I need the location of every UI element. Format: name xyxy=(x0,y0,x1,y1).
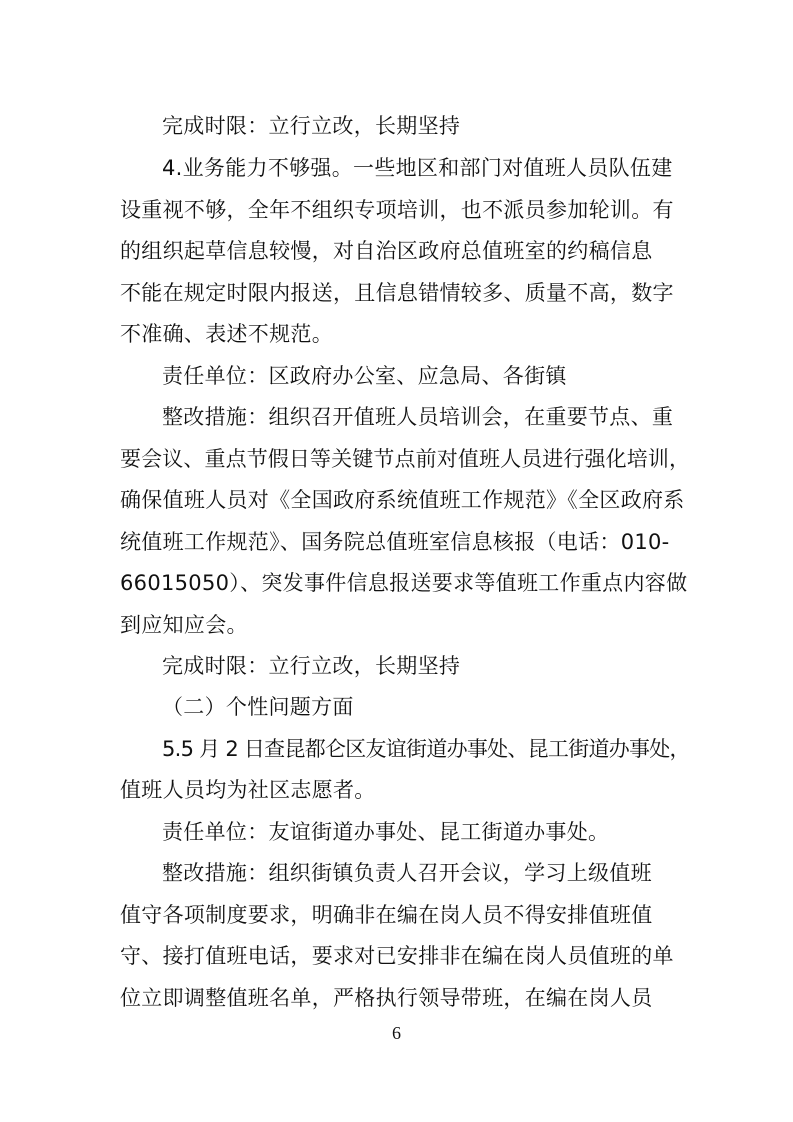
text-line: 设重视不够，全年不组织专项培训，也不派员参加轮训。有 xyxy=(120,198,674,222)
text-line: 位立即调整值班名单，严格执行领导带班，在编在岗人员 xyxy=(120,986,653,1010)
text-line: 要会议、重点节假日等关键节点前对值班人员进行强化培训， xyxy=(120,447,691,471)
text-line: 整改措施：组织召开值班人员培训会，在重要节点、重 xyxy=(162,405,674,429)
text-line: 66015050）、突发事件信息报送要求等值班工作重点内容做 xyxy=(120,571,688,595)
text-line: 完成时限：立行立改，长期坚持 xyxy=(162,654,461,678)
text-line: 守、接打值班电话，要求对已安排非在编在岗人员值班的单 xyxy=(120,944,674,968)
text-line: 统值班工作规范》、国务院总值班室信息核报（电话：010- xyxy=(120,530,670,554)
text-line: 到应知应会。 xyxy=(120,613,248,637)
text-line: 5.5 月 2 日查昆都仑区友谊街道办事处、昆工街道办事处， xyxy=(162,737,690,761)
text-line: 完成时限：立行立改，长期坚持 xyxy=(162,114,461,138)
text-line: 的组织起草信息较慢，对自治区政府总值班室的约稿信息 xyxy=(120,239,653,263)
text-line: 不准确、表述不规范。 xyxy=(120,322,333,346)
text-line: 不能在规定时限内报送，且信息错情较多、质量不高，数字 xyxy=(120,281,674,305)
text-line: 值守各项制度要求，明确非在编在岗人员不得安排值班值 xyxy=(120,903,653,927)
page-number: 6 xyxy=(392,1023,401,1043)
text-line: 责任单位：友谊街道办事处、昆工街道办事处。 xyxy=(162,820,610,844)
text-line: 值班人员均为社区志愿者。 xyxy=(120,778,376,802)
text-line: 整改措施：组织街镇负责人召开会议，学习上级值班 xyxy=(162,861,652,885)
section-heading: （二）个性问题方面 xyxy=(162,695,354,719)
text-line: 4.业务能力不够强。一些地区和部门对值班人员队伍建 xyxy=(162,156,673,180)
text-line: 确保值班人员对《全国政府系统值班工作规范》《全区政府系 xyxy=(120,488,685,512)
text-line: 责任单位：区政府办公室、应急局、各街镇 xyxy=(162,364,567,388)
